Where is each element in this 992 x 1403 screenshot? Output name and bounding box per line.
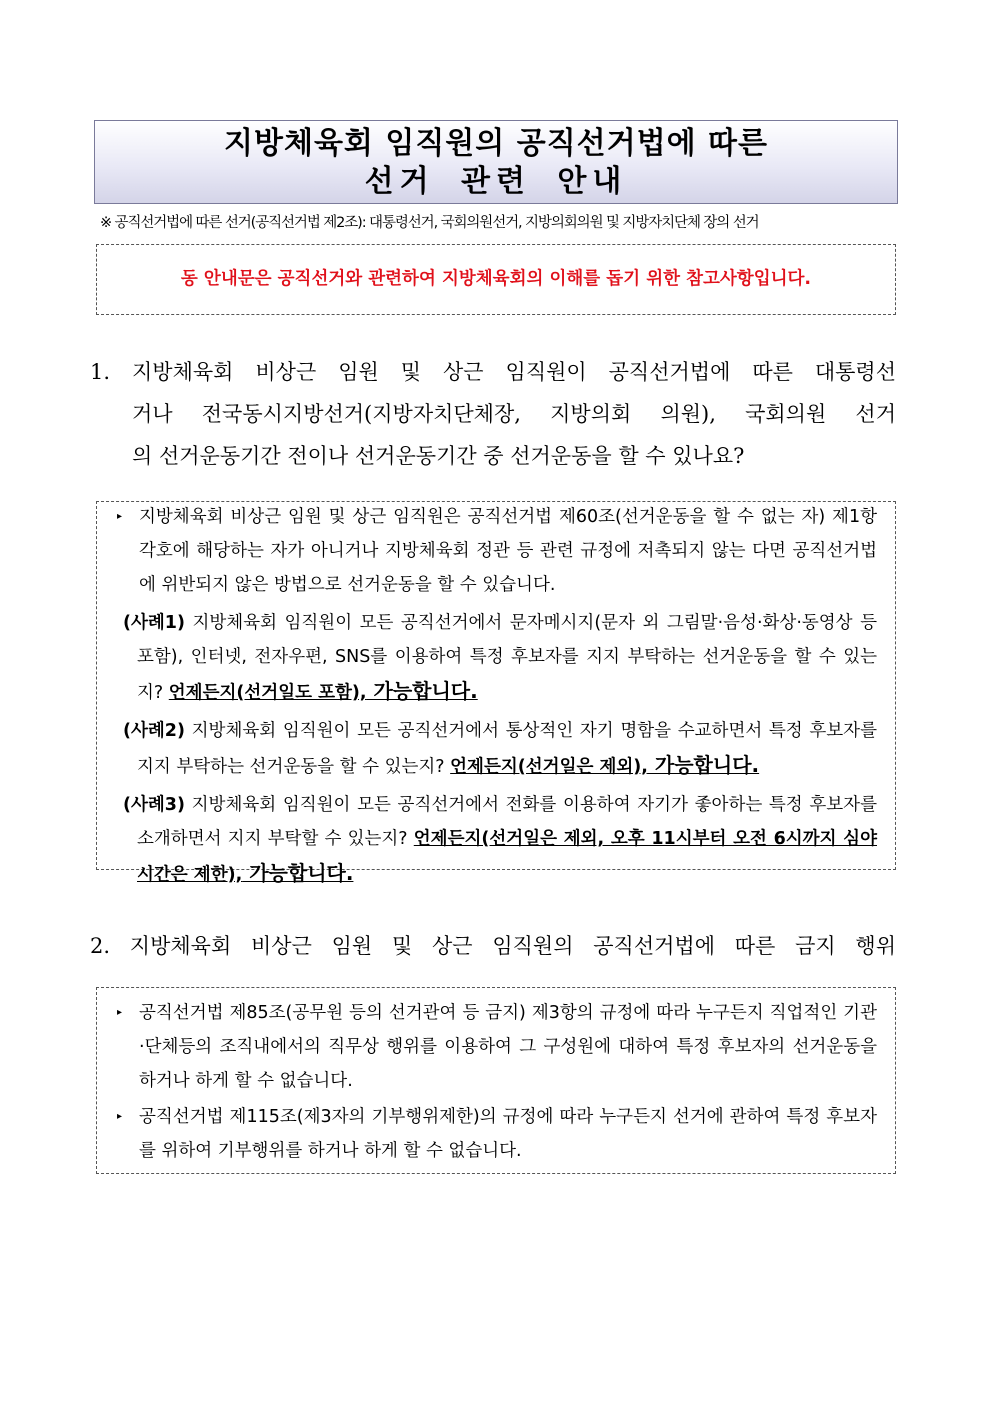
answer-2-bullet-2-text: 공직선거법 제115조(제3자의 기부행위제한)의 규정에 따라 누구든지 선거에 관하여 특정 후보자를 위하여 기부행위를 하거나 하게 할 수 없습니다.	[139, 1107, 877, 1161]
case-1-text: 지방체육회 임직원이 모든 공직선거에서 문자메시지(문자 외 그림말·음성·화상·동영상 등 포함), 인터넷, 전자우편, SNS를 이용하여 특정 후보자를 지지 부탁하는 선거운동을 할 수 있는지?	[137, 613, 877, 703]
case-1-label: (사례1)	[123, 613, 185, 633]
question-1	[90, 351, 896, 477]
case-3	[97, 788, 895, 892]
triangle-right-icon: ▸	[117, 1111, 123, 1122]
case-3-text: 지방체육회 임직원이 모든 공직선거에서 전화를 이용하여 자기가 좋아하는 특정 후보자를 소개하면서 지지 부탁할 수 있는지?	[137, 795, 877, 849]
case-1-answer	[168, 679, 478, 703]
answer-2-box	[96, 987, 896, 1174]
question-1-line-2: 거나 전국동시지방선거(지방자치단체장, 지방의회 의원), 국회의원 선거	[132, 402, 896, 426]
case-2	[97, 714, 895, 784]
answer-2-bullet-1-text: 공직선거법 제85조(공무원 등의 선거관여 등 금지) 제3항의 규정에 따라 누구든지 직업적인 기관·단체등의 조직내에서의 직무상 행위를 이용하여 그 구성원에 대하여 특정 후보자의 선거운동을 하거나 하게 할 수 없습니다.	[139, 1003, 877, 1091]
case-3-answer-tail: 가능합니다.	[242, 861, 354, 885]
question-2-text: 2. 지방체육회 비상근 임원 및 상근 임직원의 공직선거법에 따른 금지 행위	[90, 934, 896, 958]
title-line-1: 지방체육회 임직원의 공직선거법에 따른	[224, 126, 768, 161]
notice-box: 동 안내문은 공직선거와 관련하여 지방체육회의 이해를 돕기 위한 참고사항입니다.	[96, 244, 896, 315]
title-line-2: 선거 관련 안내	[364, 164, 628, 199]
case-1	[97, 606, 895, 710]
question-1-line-3: 의 선거운동기간 전이나 선거운동기간 중 선거운동을 할 수 있나요?	[132, 444, 745, 468]
answer-2-bullet-2	[97, 1100, 895, 1168]
case-2-answer-tail: 가능합니다.	[647, 753, 760, 777]
answer-1-bullet-text: 지방체육회 비상근 임원 및 상근 임직원은 공직선거법 제60조(선거운동을 할 수 없는 자) 제1항 각호에 해당하는 자가 아니거나 지방체육회 정관 등 관련 규정에 저촉되지 않는 다면 공직선거법에 위반되지 않은 방법으로 선거운동을 할 수 있습니다.	[139, 507, 877, 595]
case-1-answer-text: 언제든지(선거일도 포함),	[168, 683, 367, 703]
question-1-line-1: 1. 지방체육회 비상근 임원 및 상근 임직원이 공직선거법에 따른 대통령선	[90, 360, 896, 384]
question-2	[90, 925, 896, 967]
case-2-answer-text: 언제든지(선거일은 제외),	[450, 757, 648, 777]
case-2-label: (사례2)	[123, 721, 185, 741]
answer-2-bullet-1	[97, 996, 895, 1098]
election-scope-note: ※ 공직선거법에 따른 선거(공직선거법 제2조): 대통령선거, 국회의원선거, 지방의회의원 및 지방자치단체 장의 선거	[100, 215, 759, 231]
triangle-right-icon: ▸	[117, 1007, 123, 1018]
case-2-answer	[450, 753, 760, 777]
answer-1-bullet	[97, 500, 895, 602]
case-3-label: (사례3)	[123, 795, 185, 815]
document-title	[94, 120, 898, 204]
case-2-text: 지방체육회 임직원이 모든 공직선거에서 통상적인 자기 명함을 수교하면서 특정 후보자를 지지 부탁하는 선거운동을 할 수 있는지?	[137, 721, 877, 777]
answer-1-box	[96, 501, 896, 885]
case-1-answer-tail: 가능합니다.	[366, 679, 478, 703]
triangle-right-icon: ▸	[117, 511, 123, 522]
case-3-answer-text: 언제든지(선거일은 제외, 오후 11시부터 오전 6시까지 심야 시간은 제한),	[137, 829, 877, 885]
